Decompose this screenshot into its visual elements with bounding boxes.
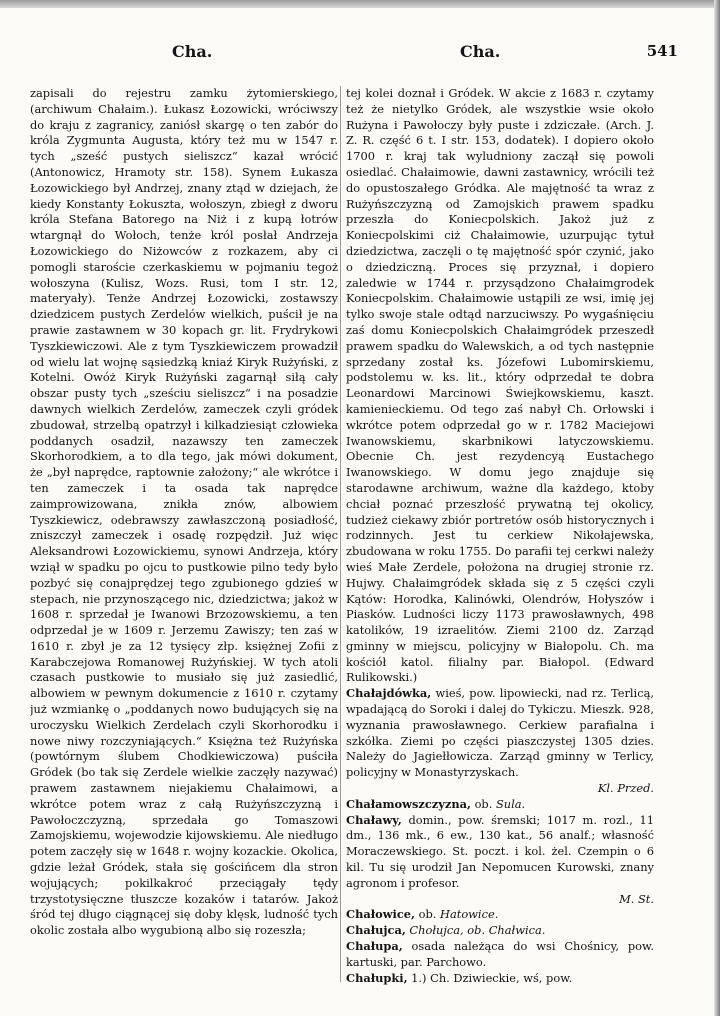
entry-headword: Chałujca, <box>346 923 406 938</box>
entry-chalupa <box>346 939 654 971</box>
entry-headword: Chałajdówka, <box>346 686 432 701</box>
running-head-left: Cha. <box>172 42 213 61</box>
entry-headword: Chaławy, <box>346 812 402 827</box>
entry-cross-reference: Chołujca, ob. Chałwica. <box>409 923 546 938</box>
entry-headword: Chałamowszczyzna, <box>346 796 471 811</box>
entry-headword: Chałupa, <box>346 939 403 954</box>
entry-text: wieś, pow. lipowiecki, nad rz. Terlicą, wpadającą do Soroki i dalej do Tykiczu. Mieszk. 928, wyznania prawosławnego. Cerkiew parafialna i szkółka. Ziemi po części piaszczystej 1305 dzies. Należy do Jagiełłowicza. Zarząd gminny w Terlicy, policyjny w Monastyrzyskach. <box>346 686 654 780</box>
entry-signature: Kl. Przed. <box>597 781 654 796</box>
left-column <box>30 86 338 986</box>
entry-chalujca <box>346 923 654 939</box>
running-head-right: Cha. <box>460 42 501 61</box>
entry-text: ob. <box>415 907 441 922</box>
column-divider <box>340 86 341 982</box>
entry-chalamowszczyzna <box>346 797 654 813</box>
entry-cross-reference: Sula. <box>495 796 526 811</box>
entry-headword: Chałupki, <box>346 970 408 985</box>
entry-chalawy <box>346 813 654 908</box>
page-number: 541 <box>646 42 678 60</box>
entry-headword: Chałowice, <box>346 907 415 922</box>
entry-cross-reference: Hatowice. <box>440 907 499 922</box>
entry-chalajdowka <box>346 686 654 797</box>
entry-chalowice <box>346 907 654 923</box>
entry-text: domin., pow. śremski; 1017 m. rozl., 11 dm., 136 mk., 6 ew., 130 kat., 56 analf.; własność Moraczewskiego. St. poczt. i kol. żel. Czempin o 6 kil. Tu się urodził Jan Nepomucen Kurowski, znany agronom i profesor. <box>346 812 654 890</box>
right-column-intro: tej kolei doznał i Gródek. W akcie z 1683 r. czytamy też że nietylko Gródek, ale wszystkie wsie około Rużyna i Pawołoczy były puste i zdziczałe. (Arch. J. Z. R. część 6 t. I str. 153, dodatek). I dopiero około 1700 r. kraj tak wyludniony zaczął się powoli osiedlać. Chałaimowie, dawni zastawnicy, wrócili też do opustoszałego Gródka. Ale majętność ta wraz z Rużyńszczyzną od Zamojskich prawem spadku przeszła do Koniecpolskich. Jakoż już z Koniecpolskimi ciż Chałaimowie, uzurpując tytuł dziedzictwa, zaczęli o tę majętność spór czynić, jako o dziedziczną. Proces się przyznał, i dopiero zaledwie w 1744 r. przysądzono Chałaimgrodek Koniecpolskim. Chałaimowie ustąpili ze wsi, imię jej tylko swoje stale odtąd narzuciwszy. Po wygaśnięciu zaś domu Koniecpolskich Chałaimgródek przeszedł prawem spadku do Walewskich, a od tych następnie sprzedany został ks. Józefowi Lubomirskiemu, podstolemu w. ks. lit., który odprzedał te dobra Leonardowi Marcinowi Świejkowskiemu, kaszt. kamienieckiemu. Od tego zaś nabył Ch. Orłowski i wkrótce potem odprzedał go w r. 1782 Maciejowi Iwanowskiemu, skarbnikowi latyczowskiemu. Obecnie Ch. jest rezydencyą Eustachego Iwanowskiego. W domu jego znajduje się starodawne archiwum, ważne dla każdego, ktoby chciał poznać przeszłość prywatną tej okolicy, tudzież ciekawy zbiór portretów osób historycznych i rodzinnych. Jest tu cerkiew Nikołajewska, zbudowana w roku 1755. Do parafii tej cerkwi należy wieś Małe Zerdele, położona na drugiej stronie rz. Hujwy. Chałaimgródek składa się z 5 części czyli Kątów: Horodka, Kalinówki, Olendrów, Hołyszów i Piasków. Ludności liczy 1173 prawosławnych, 498 katolików, 19 izraelitów. Ziemi 2100 dz. Zarząd gminny w miejscu, policyjny w Białopolu. Ch. ma kościół katol. filialny par. Białopol. (Edward Rulikowski.) <box>346 86 654 685</box>
entry-text: osada należąca do wsi Chośnicy, pow. kartuski, par. Parchowo. <box>346 939 654 969</box>
left-column-paragraph: zapisali do rejestru zamku żytomierskiego, (archiwum Chałaim.). Łukasz Łozowicki, wróciwszy do kraju z zagranicy, zaniósł skargę o ten zabór do króla Zygmunta Augusta, który też mu w 1547 r. tych „sześć pustych sieliszcz“ kazał wrócić (Antonowicz, Hramoty str. 158). Synem Łukasza Łozowickiego był Andrzej, znany ztąd w dziejach, że kiedy Konstanty Łokuszta, wołoszyn, zbiegł z dworu króla Stefana Batorego na Niż i z kupą łotrów wtargnął do Wołoch, tenże król posłał Andrzeja Łozowickiego do Niżowców z rozkazem, aby ci pomogli staroście czerkaskiemu w pojmaniu tegoż wołoszyna (Kulisz, Wozs. Rusi, tom I str. 12, materyały). Tenże Andrzej Łozowicki, zostawszy dziedzicem pustych Zerdelów wielkich, puścił je na prawie zastawnem w 30 kopach gr. lit. Frydrykowi Tyszkiewiczowi. Ale z tym Tyszkiewiczem prowadził od wielu lat wojnę sąsiedzką kniaź Kiryk Rużyński, z Kotelni. Owóż Kiryk Rużyński zagarnął siłą cały obszar pusty tych „sześciu sieliszcz“ i na posadzie dawnych wielkich Zerdelów, zameczek czyli gródek zbudował, strzelbą opatrzył i kilkadziesiąt człowieka poddanych osadził, nazawszy ten zameczek Skorhorodkiem, a to dla tego, jak mówi dokument, że „był naprędce, raptownie założony;“ ale wkrótce i ten zameczek i ta osada tak naprędce zaimprowizowana, znikła znów, albowiem Tyszkiewicz, odebrawszy zawłaszczoną posiadłość, zniszczył zameczek i osadę rozpędził. Już więc Aleksandrowi Łozowickiemu, synowi Andrzeja, który wziął w spadku po ojcu to pustkowie pilno tedy było pozbyć się conajprędzej tego zgubionego gdzieś w stepach, nie przynoszącego nic, dziedzictwa; jakoż w 1608 r. sprzedał je Iwanowi Brzozowskiemu, a ten odprzedał je w 1609 r. Jerzemu Zawiszy; ten zaś w 1610 r. zbył je za 12 tysięcy złp. księżnej Zofii z Karabczejowa Romanowej Rużyńskiej. W tych atoli czasach pustkowie to musiało się już zasiedlić, albowiem w pewnym dokumencie z 1610 r. czytamy już wzmiankę o „poddanych nowo budujących się na uroczysku Wielkich Zerdelach czyli Skorhorodku i nowe niwy rozczyniających.“ Księżna też Rużyńska (powtórnym ślubem Chodkiewiczowa) puściła Gródek (bo tak się Zerdele wielkie zaczęły nazywać) prawem zastawnem niejakiemu Chałaimowi, a wkrótce potem wraz z całą Rużyńszczyzną i Pawołoczczyzną, sprzedała go Tomaszowi Zamojskiemu, wojewodzie kijowskiemu. Ale niedługo potem zaczęły się w 1648 r. wojny kozackie. Okolica, gdzie leżał Gródek, stała się gościńcem dla stron wojujących; pokilkakroć przeciągały tędy trzystotysięczne tłuszcze kozaków i tatarów. Jakoż śród tej długo ciągnącej się doby klęsk, ludność tych okolic została albo wygubioną albo się rozeszła; <box>30 86 338 938</box>
page-header <box>30 42 678 66</box>
scan-edge-right <box>714 0 720 1016</box>
scan-edge-top <box>0 0 720 8</box>
entry-signature: M. St. <box>619 891 654 906</box>
entry-text: 1.) Ch. Dziwieckie, wś, pow. <box>407 970 573 985</box>
entry-text: ob. <box>470 796 496 811</box>
right-column <box>346 86 654 986</box>
entry-chalupki <box>346 971 654 986</box>
